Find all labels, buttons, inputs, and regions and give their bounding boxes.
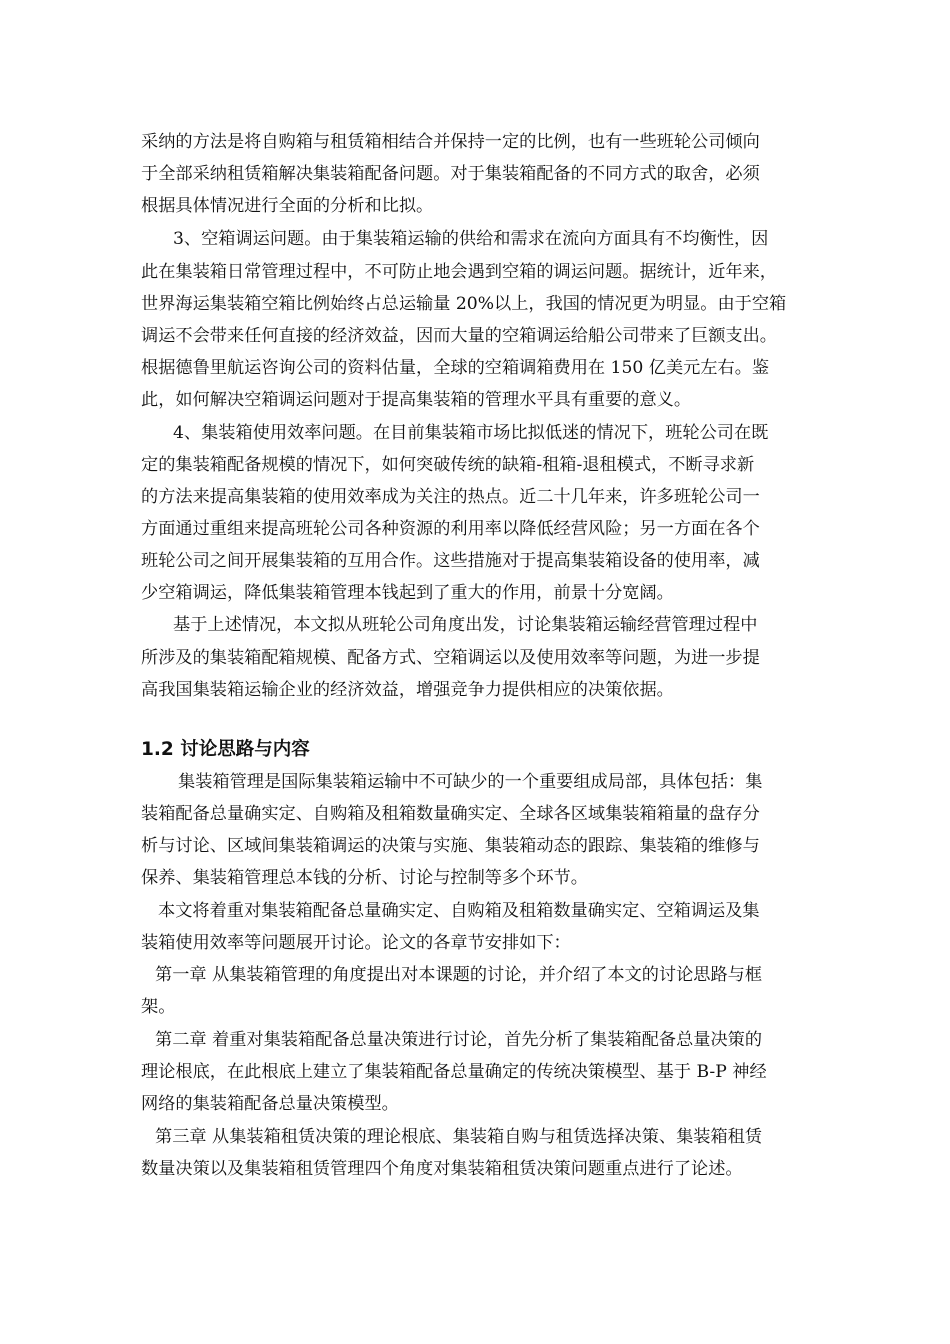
text-line: 基于上述情况，本文拟从班轮公司角度出发，讨论集装箱运输经营管理过程中 — [173, 615, 758, 635]
text-line: 采纳的方法是将自购箱与租赁箱相结合并保持一定的比例，也有一些班轮公司倾向 — [141, 132, 760, 152]
text-line: 定的集装箱配备规模的情况下，如何突破传统的缺箱-租箱-退租模式，不断寻求新 — [141, 455, 755, 475]
text-line: 所涉及的集装箱配箱规模、配备方式、空箱调运以及使用效率等问题，为进一步提 — [141, 648, 760, 668]
text-line: 4、集装箱使用效率问题。在目前集装箱市场比拟低迷的情况下，班轮公司在既 — [173, 423, 769, 443]
chapter-item: 第二章 着重对集装箱配备总量决策进行讨论，首先分析了集装箱配备总量决策的 — [155, 1030, 763, 1050]
text-line: 网络的集装箱配备总量决策模型。 — [141, 1094, 399, 1114]
text-line: 高我国集装箱运输企业的经济效益，增强竞争力提供相应的决策依据。 — [141, 680, 674, 700]
text-line: 方面通过重组来提高班轮公司各种资源的利用率以降低经营风险；另一方面在各个 — [141, 519, 760, 539]
text-line: 数量决策以及集装箱租赁管理四个角度对集装箱租赁决策问题重点进行了论述。 — [141, 1159, 743, 1179]
text-line: 调运不会带来任何直接的经济效益，因而大量的空箱调运给船公司带来了巨额支出。 — [141, 326, 777, 346]
text-line: 班轮公司之间开展集装箱的互用合作。这些措施对于提高集装箱设备的使用率，减 — [141, 551, 760, 571]
text-line: 世界海运集装箱空箱比例始终占总运输量 20%以上，我国的情况更为明显。由于空箱 — [141, 294, 787, 314]
text-line: 根据具体情况进行全面的分析和比拟。 — [141, 196, 434, 216]
text-line: 装箱使用效率等问题展开讨论。论文的各章节安排如下： — [141, 933, 571, 953]
chapter-item: 第一章 从集装箱管理的角度提出对本课题的讨论，并介绍了本文的讨论思路与框 — [155, 965, 763, 985]
text-line: 析与讨论、区域间集装箱调运的决策与实施、集装箱动态的跟踪、集装箱的维修与 — [141, 836, 760, 856]
text-line: 根据德鲁里航运咨询公司的资料估量，全球的空箱调箱费用在 150 亿美元左右。鉴 — [141, 358, 770, 378]
text-line: 少空箱调运，降低集装箱管理本钱起到了重大的作用，前景十分宽阔。 — [141, 583, 674, 603]
text-line: 保养、集装箱管理总本钱的分析、讨论与控制等多个环节。 — [141, 868, 588, 888]
text-line: 的方法来提高集装箱的使用效率成为关注的热点。近二十几年来，许多班轮公司一 — [141, 487, 760, 507]
chapter-item: 第三章 从集装箱租赁决策的理论根底、集装箱自购与租赁选择决策、集装箱租赁 — [155, 1127, 763, 1147]
text-line: 装箱配备总量确实定、自购箱及租箱数量确实定、全球各区域集装箱箱量的盘存分 — [141, 804, 760, 824]
section-heading: 1.2 讨论思路与内容 — [141, 739, 310, 760]
text-line: 此在集装箱日常管理过程中，不可防止地会遇到空箱的调运问题。据统计，近年来， — [141, 262, 777, 282]
text-line: 集装箱管理是国际集装箱运输中不可缺少的一个重要组成局部，具体包括：集 — [178, 772, 763, 792]
text-line: 此，如何解决空箱调运问题对于提高集装箱的管理水平具有重要的意义。 — [141, 390, 692, 410]
text-line: 于全部采纳租赁箱解决集装箱配备问题。对于集装箱配备的不同方式的取舍，必须 — [141, 164, 760, 184]
text-line: 3、空箱调运问题。由于集装箱运输的供给和需求在流向方面具有不均衡性，因 — [173, 229, 769, 249]
text-line: 理论根底，在此根底上建立了集装箱配备总量确定的传统决策模型、基于 B-P 神经 — [141, 1062, 767, 1082]
text-line: 架。 — [141, 997, 176, 1017]
text-line: 本文将着重对集装箱配备总量确实定、自购箱及租箱数量确实定、空箱调运及集 — [158, 901, 760, 921]
